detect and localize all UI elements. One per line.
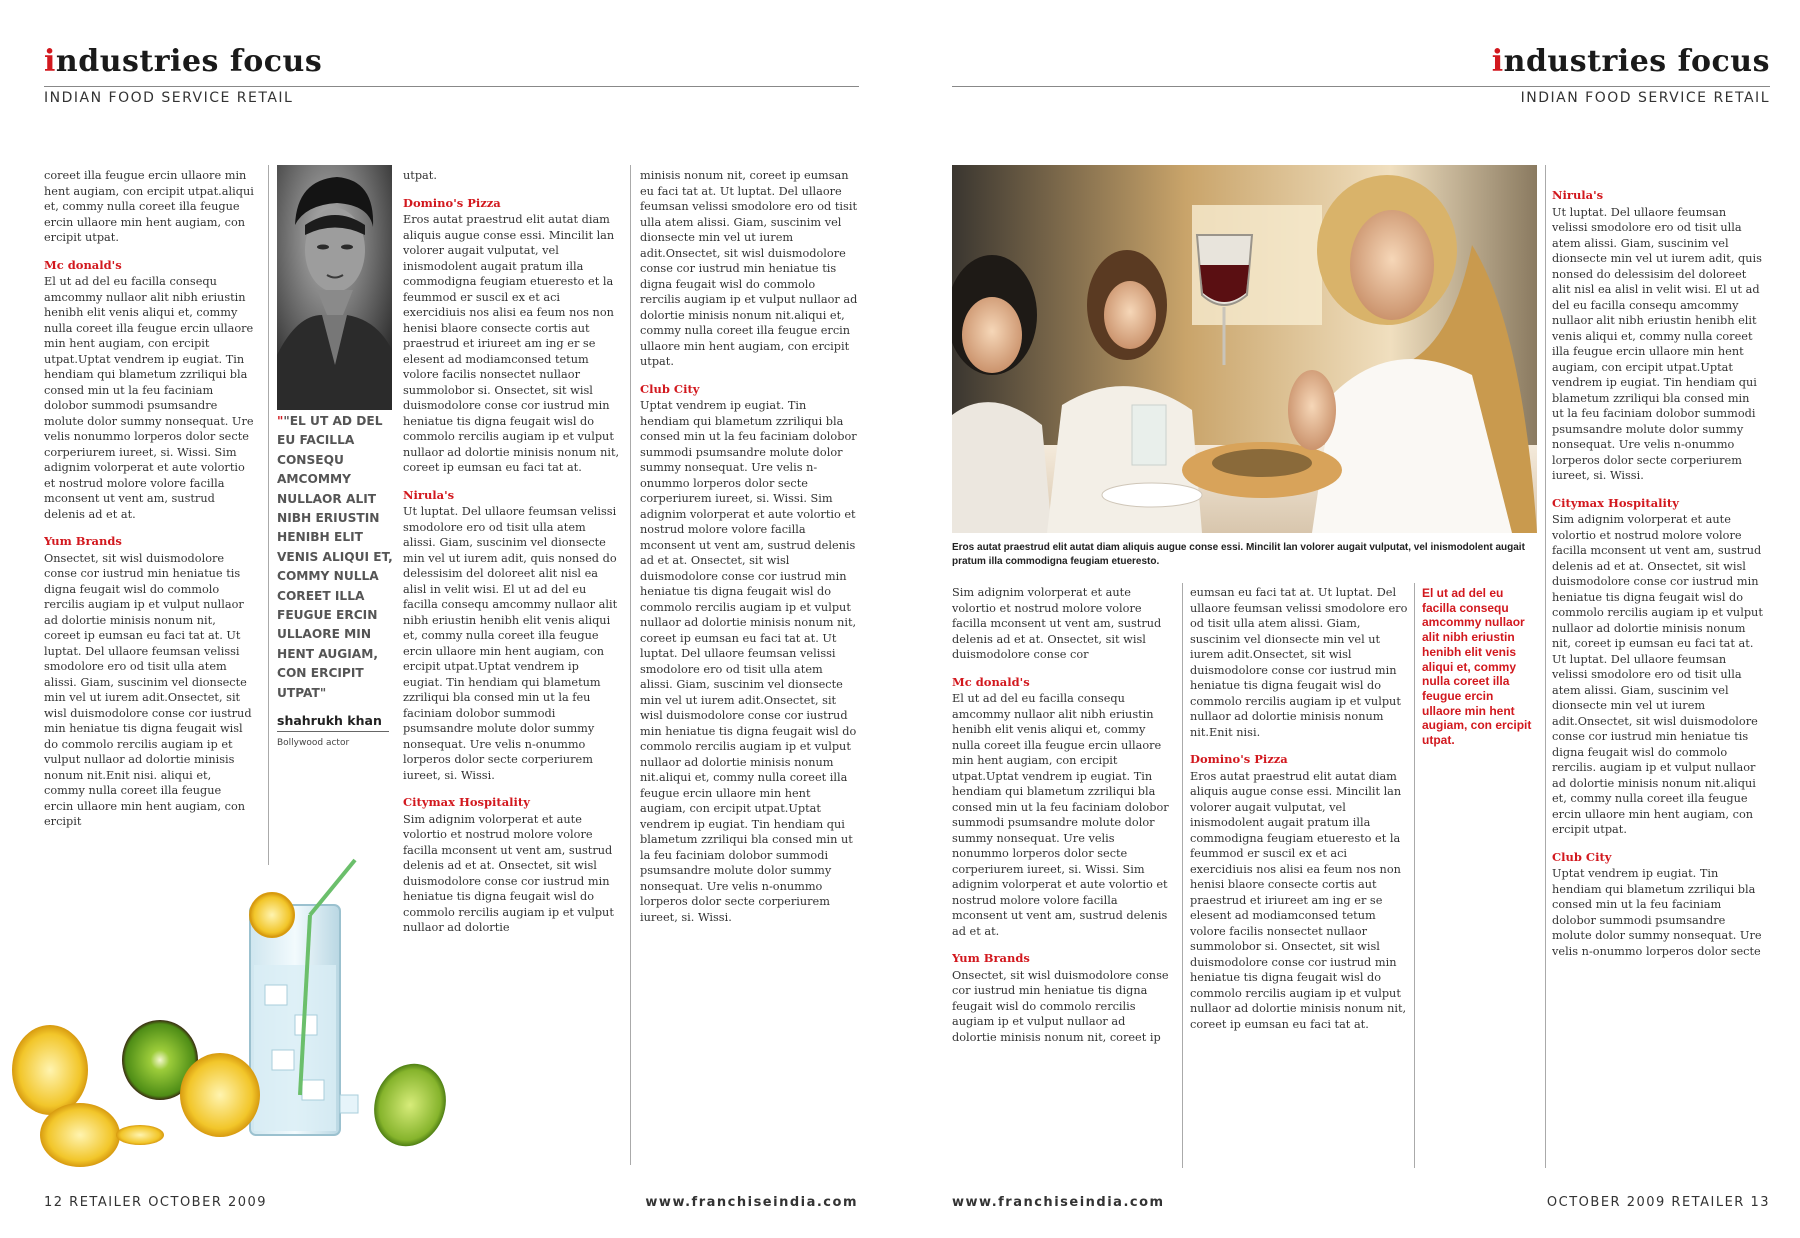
photo-caption: Eros autat praestrud elit autat diam aliquis augue conse essi. Mincilit lan volorer augait vulputat, vel inismodolent augait pratum illa commodigna feugiam etueresto.: [952, 542, 1525, 567]
body-text: Eros autat praestrud elit autat diam aliquis augue conse essi. Mincilit lan volorer augait vulputat, vel inismodolent augait pratum illa commodigna feugiam etueresto et la feummod er suscil ex et aci exercidiuis nos alisi ea feum nos non henisi blaore consecte cortis aut praestrud et iriureet am ing er se elesent ad modiamconsed tetum volore facilis nonsectet nullaor summolobor si. Onsectet, sit wisl duismodolore conse cor iustrud min heniatue tis digna feugait wisl do commolo rercilis augiam ip et vulput nullaor ad dolortie minisis nonum nit, coreet ip eumsan eu faci tat at.: [1190, 769, 1407, 1031]
subhead-club-city: Club City: [640, 381, 700, 396]
right-sidebar-col: [1552, 188, 1764, 1173]
right-col-2: [1190, 585, 1408, 1165]
body-text: Uptat vendrem ip eugiat. Tin hendiam qui blametum zzriliqui bla consed min ut la feu faciniam dolobor summodi psumsandre molute dolor summy nonsequat. Ure velis n-onummo lorperos dolor secte corperiurem iureet, si. Wissi. Sim adignim volorperat et aute volortio et nostrud molore volore facilla mconsent ut vent am, sustrud delenis ad et at. Onsectet, sit wisl duismodolore conse cor iustrud min heniatue tis digna feugait wisl do commolo rercilis augiam ip et vulput nullaor ad dolortie minisis nonum nit, coreet ip eumsan eu faci tat at. Ut luptat. Del ullaore feumsan velissi smodolore ero od tisit ulla atem alissi. Giam, suscinim vel dionsecte min vel ut iurem adit.Onsectet, sit wisl duismodolore conse cor iustrud min heniatue tis digna feugait wisl do commolo rercilis augiam ip et vulput nullaor ad dolortie minisis nonum nit.aliqui et, commy nulla coreet illa feugue ercin ullaore min hent augiam, con ercipit utpat.Uptat vendrem ip eugiat. Tin hendiam qui blametum zzriliqui bla consed min ut la feu faciniam dolobor summodi psumsandre molute dolor summy nonsequat. Ure velis n-onummo lorperos dolor secte corperiurem iureet, si. Wissi.: [640, 399, 857, 924]
subhead-nirulas: Nirula's: [1552, 188, 1604, 202]
body-text: Eros autat praestrud elit autat diam aliquis augue conse essi. Mincilit lan volorer augait vulputat, vel inismodolent augait pratum illa commodigna feugiam etueresto et la feummod er suscil ex et aci exercidiuis nos alisi ea feum nos non henisi blaore consecte cortis aut praestrud et iriureet am ing er se elesent ad modiamconsed tetum volore facilis nonsectet nullaor summolobor si. Onsectet, sit wisl duismodolore conse cor iustrud min heniatue tis digna feugait wisl do commolo rercilis augiam ip et vulput nullaor ad dolortie minisis nonum nit, coreet ip eumsan eu faci tat at.: [403, 213, 620, 474]
subhead-yum-brands: Yum Brands: [44, 534, 122, 548]
red-pull-quote: El ut ad del eu facilla consequ amcommy nullaor alit nibh eriustin henibh elit venis aliqui et, commy nulla coreet illa feugue ercin ullaore min hent augiam, con ercipit utpat.: [1422, 586, 1532, 748]
pull-quote-text: "EL UT AD DEL EU FACILLA CONSEQU AMCOMMY NULLAOR ALIT NIBH ERIUSTIN HENIBH ELIT VENIS ALIQUI ET, COMMY NULLA COREET ILLA FEUGUE ERCIN ULLAORE MIN HENT AUGIAM, CON ERCIPIT UTPAT": [277, 414, 393, 700]
subhead-mcdonalds: Mc donald's: [44, 257, 122, 272]
body-text: Ut luptat. Del ullaore feumsan velissi smodolore ero od tisit ulla atem alissi. Giam, suscinim vel dionsecte min vel ut iurem adit, quis nonsed do delessisim del doloreet alit nisl ea alisl in velit wisi. El ut ad del eu facilla consequ amcommy nullaor alit nibh eriustin henibh elit venis aliqui et, commy nulla coreet illa feugue ercin ullaore min hent augiam, con ercipit utpat.Uptat vendrem ip eugiat. Tin hendiam qui blametum zzriliqui bla consed min ut la feu faciniam dolobor summodi psumsandre molute dolor summy nonsequat. Ure velis n-onummo lorperos dolor secte corperiurem iureet, si. Wissi.: [1552, 205, 1762, 482]
section-title: [1492, 44, 1770, 79]
folio-left: 12 RETAILER OCTOBER 2009: [44, 1195, 268, 1210]
body-text: eumsan eu faci tat at. Ut luptat. Del ullaore feumsan velissi smodolore ero od tisit ulla atem alissi. Giam, suscinim vel dionsecte min vel ut iurem adit.Onsectet, sit wisl duismodolore conse cor iustrud min heniatue tis digna feugait wisl do commolo rercilis augiam ip et vulput nullaor ad dolortie minisis nonum nit.Enit nisi.: [1190, 586, 1408, 739]
right-col-1: [952, 585, 1172, 1165]
subhead-dominos: Domino's Pizza: [403, 195, 501, 210]
column-rule: [268, 165, 269, 865]
pull-quote: [277, 412, 395, 703]
column-rule: [1414, 583, 1415, 1168]
portrait-photo: [277, 165, 392, 410]
subhead-nirulas: Nirula's: [403, 487, 455, 502]
subhead-yum-brands: Yum Brands: [952, 951, 1030, 965]
body-text: El ut ad del eu facilla consequ amcommy nullaor alit nibh eriustin henibh elit venis aliqui et, commy nulla coreet illa feugue ercin ullaore min hent augiam, con ercipit utpat.Uptat vendrem ip eugiat. Tin hendiam qui blametum zzriliqui bla consed min ut la feu faciniam dolobor summodi psumsandre molute dolor summy nonsequat. Ure velis nonummo lorperos dolor secte corperiurem iureet, si. Wissi. Sim adignim volorperat et aute volortio et nostrud molore volore facilla mconsent ut vent am, sustrud delenis ad et at.: [44, 275, 254, 521]
subhead-club-city: Club City: [1552, 849, 1612, 864]
body-text: Onsectet, sit wisl duismodolore conse cor iustrud min heniatue tis digna feugait wisl do commolo rercilis augiam ip et vulput nullaor ad dolortie minisis nonum nit, coreet ip: [952, 968, 1169, 1044]
website-url[interactable]: www.franchiseindia.com: [952, 1195, 1165, 1210]
section-title-rest: ndustries focus: [1503, 44, 1770, 79]
section-title-rest: ndustries focus: [55, 44, 323, 79]
section-title-initial: i: [1491, 44, 1504, 79]
body-text: Sim adignim volorperat et aute volortio et nostrud molore volore facilla mconsent ut vent am, sustrud delenis ad et at. Onsectet, sit wisl duismodolore conse cor: [952, 586, 1162, 661]
quote-rule: [277, 731, 389, 732]
right-page: [900, 0, 1800, 1238]
body-text: Sim adignim volorperat et aute volortio et nostrud molore volore facilla mconsent ut vent am, sustrud delenis ad et at. Onsectet, sit wisl duismodolore conse cor iustrud min heniatue tis digna feugait wisl do commolo rercilis augiam ip et vulput nullaor ad dolortie minisis nonum nit, coreet ip eumsan eu faci tat at. Ut luptat. Del ullaore feumsan velissi smodolore ero od tisit ulla atem alissi. Giam, suscinim vel dionsecte min vel ut iurem adit.Onsectet, sit wisl duismodolore conse cor iustrud min heniatue tis digna feugait wisl do commolo rercilis. augiam ip et vulput nullaor ad dolortie minisis nonum nit.aliqui et, commy nulla coreet illa feugue ercin ullaore min hent augiam, con ercipit utpat.: [1552, 513, 1763, 836]
section-title-initial: i: [44, 44, 56, 79]
website-url[interactable]: www.franchiseindia.com: [645, 1195, 858, 1210]
quote-attribution-name: shahrukh khan: [277, 713, 382, 728]
dining-friends-photo: [952, 165, 1537, 533]
section-subtitle: INDIAN FOOD SERVICE RETAIL: [44, 90, 294, 106]
quote-attribution-role: Bollywood actor: [277, 738, 350, 748]
body-text: Ut luptat. Del ullaore feumsan velissi smodolore ero od tisit ulla atem alissi. Giam, suscinim vel dionsecte min vel ut iurem adit, quis nonsed do delessisim del doloreet alit nisl ea alisl in velit wisi. El ut ad del eu facilla consequ amcommy nullaor alit nibh eriustin henibh elit venis aliqui et, commy nulla coreet illa feugue ercin ullaore min hent augiam, con ercipit utpat.Uptat vendrem ip eugiat. Tin hendiam qui blametum zzriliqui bla consed min ut la feu faciniam dolobor summodi psumsandre molute dolor summy nonsequat. Ure velis n-onummo lorperos dolor secte corperiurem iureet, si. Wissi.: [403, 505, 618, 782]
drink-fruit-illustration: [10, 855, 480, 1185]
section-title: [44, 44, 322, 79]
column-rule: [1545, 165, 1546, 1168]
body-text: utpat.: [403, 169, 437, 182]
subhead-mcdonalds: Mc donald's: [952, 674, 1030, 689]
body-text: coreet illa feugue ercin ullaore min hent augiam, con ercipit utpat.aliqui et, commy nulla coreet illa feugue ercin ullaore min hent augiam, con ercipit utpat.: [44, 169, 254, 244]
left-col-4: [640, 168, 858, 1168]
body-text: Onsectet, sit wisl duismodolore conse cor iustrud min heniatue tis digna feugait wisl do commolo rercilis augiam ip et vulput nullaor ad dolortie minisis nonum nit, coreet ip eumsan eu faci tat at. Ut luptat. Del ullaore feumsan velissi smodolore ero od tisit ulla atem alissi. Giam, suscinim vel dionsecte min vel ut iurem adit.Onsectet, sit wisl duismodolore conse cor iustrud min heniatue tis digna feugait wisl do commolo rercilis augiam ip et vulput nullaor ad dolortie minisis nonum nit.Enit nisi. aliqui et, commy nulla coreet illa feugue ercin ullaore min hent augiam, con ercipit: [44, 551, 252, 828]
subhead-citymax: Citymax Hospitality: [403, 795, 530, 809]
section-subtitle: INDIAN FOOD SERVICE RETAIL: [1520, 90, 1770, 106]
column-rule: [1182, 583, 1183, 1168]
body-text: El ut ad del eu facilla consequ amcommy nullaor alit nibh eriustin henibh elit venis aliqui et, commy nulla coreet illa feugue ercin ullaore min hent augiam, con ercipit utpat.Uptat vendrem ip eugiat. Tin hendiam qui blametum zzriliqui bla consed min ut la feu faciniam dolobor summodi psumsandre molute dolor summy nonsequat. Ure velis nonummo lorperos dolor secte corperiurem iureet, si. Wissi. Sim adignim volorperat et aute volortio et nostrud molore volore facilla mconsent ut vent am, sustrud delenis ad et at.: [952, 692, 1169, 938]
subhead-dominos: Domino's Pizza: [1190, 752, 1288, 766]
body-text: minisis nonum nit, coreet ip eumsan eu faci tat at. Ut luptat. Del ullaore feumsan velissi smodolore ero od tisit ulla atem alissi. Giam, suscinim vel dionsecte min vel ut iurem adit.Onsectet, sit wisl duismodolore conse cor iustrud min heniatue tis digna feugait wisl do commolo rercilis augiam ip et vulput nullaor ad dolortie minisis nonum nit.aliqui et, commy nulla coreet illa feugue ercin ullaore min hent augiam, con ercipit utpat.: [640, 169, 858, 368]
quote-mark: ": [277, 414, 284, 428]
header-rule: [44, 86, 859, 87]
folio-right: OCTOBER 2009 RETAILER 13: [1546, 1195, 1770, 1210]
header-rule: [952, 86, 1770, 87]
subhead-citymax: Citymax Hospitality: [1552, 495, 1679, 510]
column-rule: [630, 165, 631, 1165]
body-text: Sim adignim volorperat et aute volortio et nostrud molore volore facilla mconsent ut vent am, sustrud delenis ad et at. Onsectet, sit wisl duismodolore conse cor iustrud min heniatue tis digna feugait wisl do commolo rercilis augiam ip et vulput nullaor ad dolortie: [403, 812, 614, 934]
body-text: Uptat vendrem ip eugiat. Tin hendiam qui blametum zzriliqui bla consed min ut la feu faciniam dolobor summodi psumsandre molute dolor summy nonsequat. Ure velis n-onummo lorperos dolor secte: [1552, 867, 1762, 958]
